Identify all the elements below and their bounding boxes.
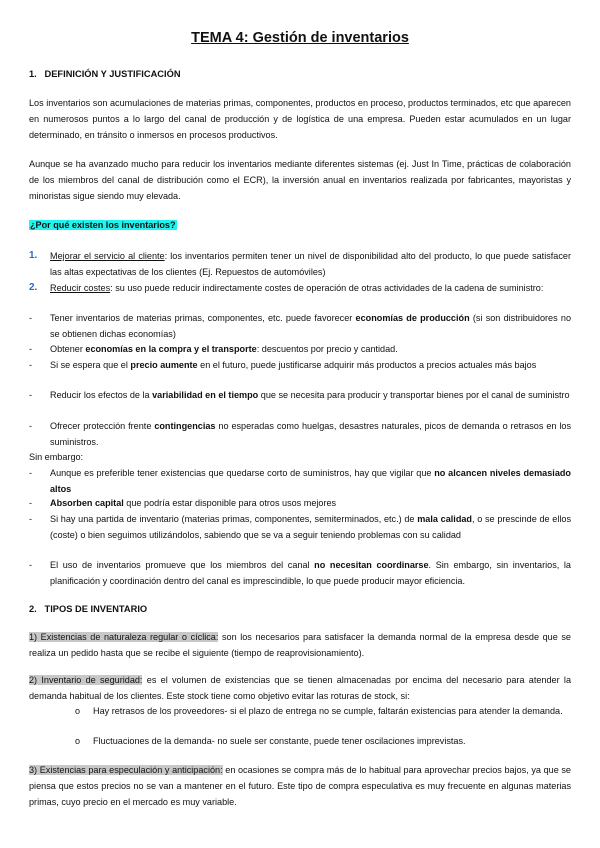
drawback-bullet: - El uso de inventarios promueve que los miembros del canal no necesitan coordinarse. Sin embargo, sin inventarios, la planificación y coordinación dentro del canal es imprescindible, lo que puede producir mayor eficiencia. bbox=[29, 560, 571, 587]
section-1-heading: 1. DEFINICIÓN Y JUSTIFICACIÓN bbox=[29, 69, 181, 79]
however-label: Sin embargo: bbox=[29, 452, 84, 462]
circle-bullet: o bbox=[75, 706, 81, 716]
list-number: 2. bbox=[29, 282, 38, 293]
circle-bullet: o bbox=[75, 736, 81, 746]
cost-bullet: - Si se espera que el precio aumente en el futuro, puede justificarse adquirir más productos a precios actuales más bajos bbox=[29, 360, 537, 370]
why-inventories-heading: ¿Por qué existen los inventarios? bbox=[30, 220, 176, 230]
safety-reason-item: o Hay retrasos de los proveedores- si el plazo de entrega no se cumple, faltarán existencias para atender la demanda. bbox=[29, 703, 571, 719]
cost-bullet: - Ofrecer protección frente contingencias no esperadas como huelgas, desastres naturales, picos de demanda o retrasos en los suministros. bbox=[29, 421, 571, 448]
cost-bullet: - Tener inventarios de materias primas, componentes, etc. puede favorecer economías de producción (si son distribuidores no se obtienen dichas economías) bbox=[29, 313, 572, 340]
safety-reason-item: o Fluctuaciones de la demanda- no suele ser constante, puede tener oscilaciones imprevistas. bbox=[29, 733, 571, 749]
reason-item-1: 1. Mejorar el servicio al cliente: los inventarios permiten tener un nivel de disponibilidad alto del producto, lo que puede satisfacer las altas expectativas de los clientes (Ej. Repuestos de automóviles) bbox=[29, 250, 571, 278]
list-number: 1. bbox=[29, 250, 38, 261]
cost-bullet: - Obtener economías en la compra y el transporte: descuentos por precio y cantidad. bbox=[29, 344, 398, 354]
reduction-paragraph: Aunque se ha avanzado mucho para reducir los inventarios mediante diferentes sistemas (ej. Just In Time, prácticas de colaboración de los miembros del canal de distribución como el ECR), la inversión anual en inventarios realizada por fabricantes, mayoristas y minoristas sigue siendo muy elevada. bbox=[29, 159, 571, 202]
reason-item-2: 2. Reducir costes: su uso puede reducir indirectamente costes de operación de otras actividades de la cadena de suministro: bbox=[29, 280, 571, 296]
cost-bullet: - Reducir los efectos de la variabilidad en el tiempo que se necesita para producir y transportar bienes por el canal de suministro bbox=[29, 390, 570, 400]
drawback-bullet: - Aunque es preferible tener existencias que quedarse corto de suministros, hay que vigilar que no alcancen niveles demasiado altos bbox=[29, 468, 571, 495]
section-2-heading: 2. TIPOS DE INVENTARIO bbox=[29, 604, 148, 614]
drawback-bullet: - Si hay una partida de inventario (materias primas, componentes, semiterminados, etc.) de mala calidad, o se prescinde de ellos (coste) o bien seguimos utilizándolos, sabiendo que se va a seguir teniendo problemas con su calidad bbox=[29, 514, 571, 541]
safety-stock-paragraph: 2) Inventario de seguridad: es el volumen de existencias que se tienen almacenadas por encima del necesario para atender la demanda habitual de los clientes. Este stock tiene como objetivo evitar las roturas de stock, si: bbox=[29, 675, 571, 702]
speculation-stock-paragraph: 3) Existencias para especulación y anticipación: en ocasiones se compra más de lo habitual para aprovechar precios bajos, ya que se piensa que estos precios no se van a mantener en el futuro. Este tipo de compra especulativa es muy frecuente en algunas materias primas, cuyo precio en el mercado es muy variable. bbox=[29, 765, 571, 808]
drawback-bullet: - Absorben capital que podría estar disponible para otros usos mejores bbox=[29, 498, 337, 508]
definition-paragraph: Los inventarios son acumulaciones de materias primas, componentes, productos en proceso, productos terminados, etc que aparecen en numerosos puntos a lo largo del canal de producción y de logística de una empresa. Pueden estar acumulados en un lugar determinado, en tránsito o inmersos en procesos productivos. bbox=[29, 98, 571, 141]
cyclic-stock-paragraph: 1) Existencias de naturaleza regular o cíclica: son los necesarios para satisfacer la demanda normal de la empresa desde que se realiza un pedido hasta que se recibe el siguiente (tiempo de reaprovisionamiento). bbox=[29, 632, 571, 659]
page-title: TEMA 4: Gestión de inventarios bbox=[191, 30, 409, 46]
